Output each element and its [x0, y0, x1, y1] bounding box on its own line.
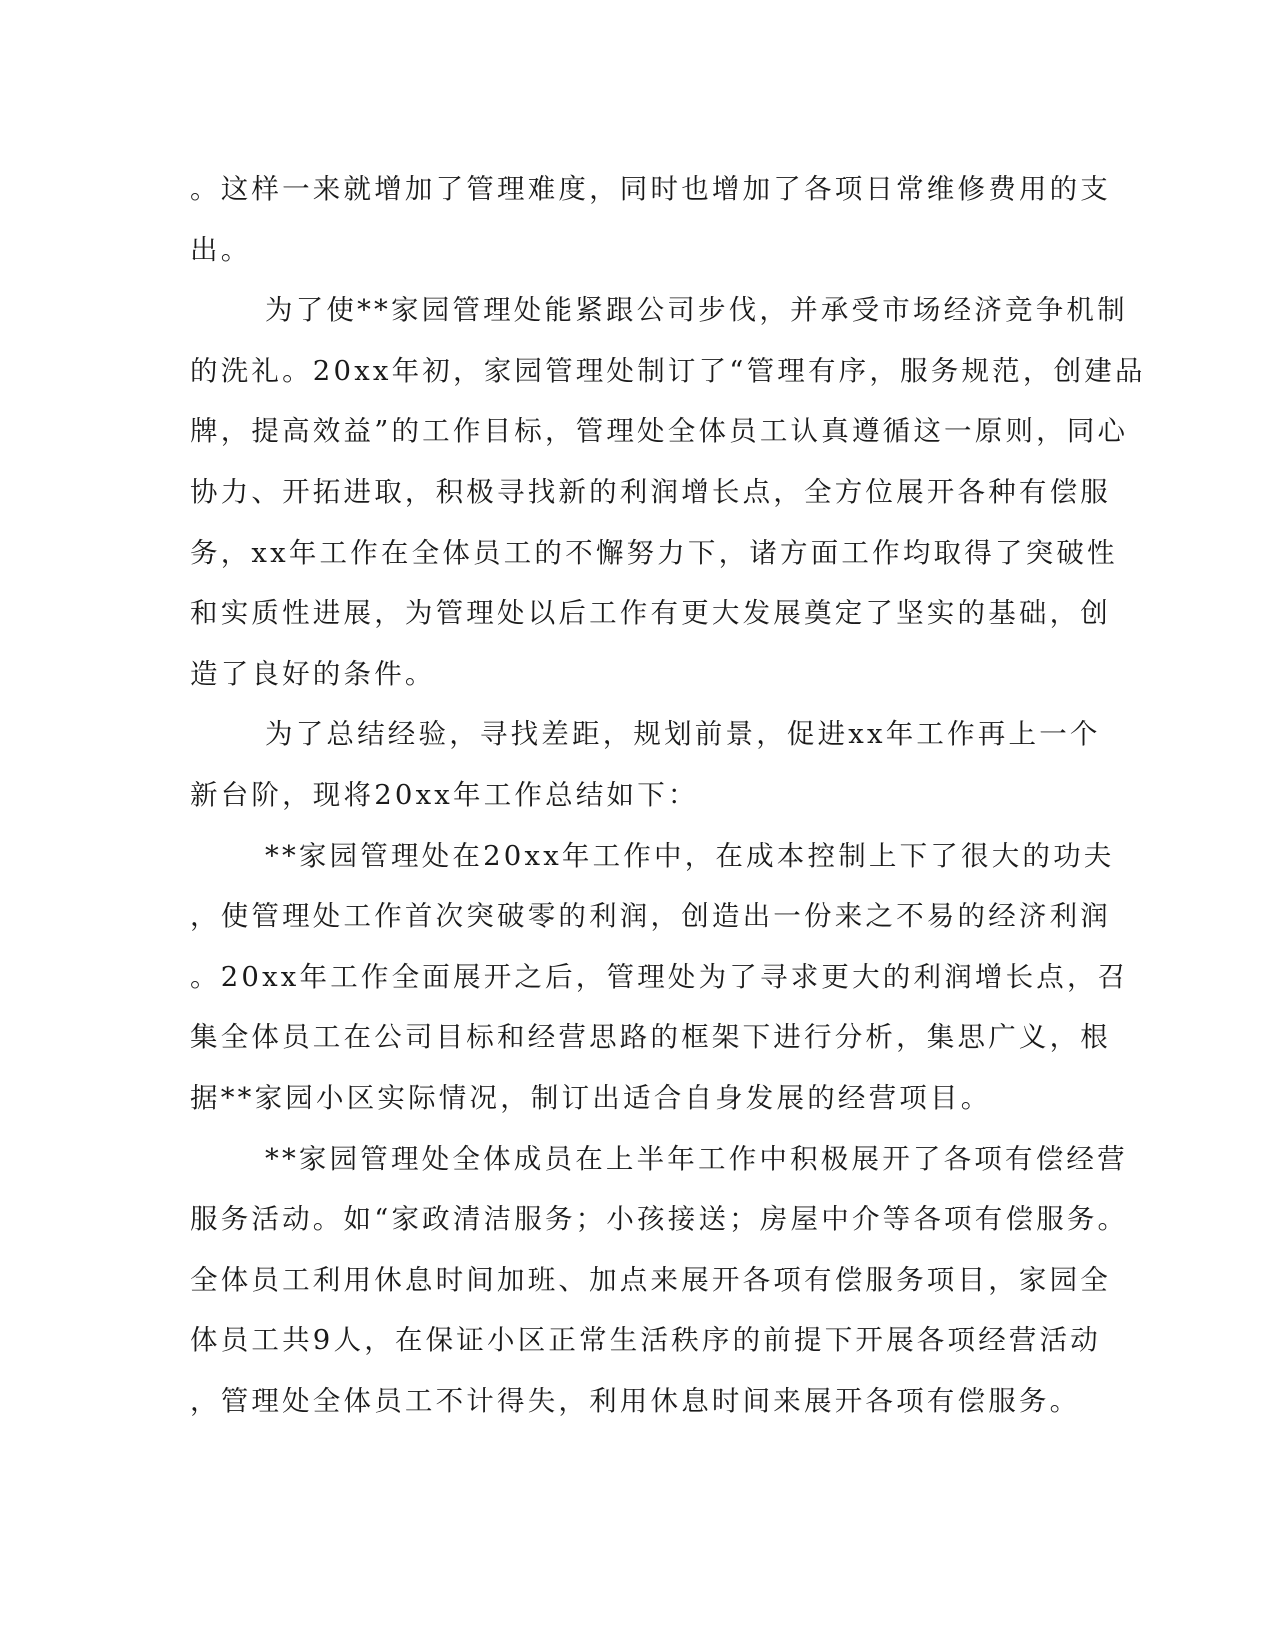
text-line: ，管理处全体员工不计得失，利用休息时间来展开各项有偿服务。 [190, 1384, 1081, 1417]
text-line: 集全体员工在公司目标和经营思路的框架下进行分析，集思广义，根 [190, 1021, 1111, 1054]
paragraph-start-line: **家园管理处全体成员在上半年工作中积极展开了各项有偿经营 [265, 1142, 1128, 1175]
paragraph-start-line: 为了使**家园管理处能紧跟公司步伐，并承受市场经济竞争机制 [265, 294, 1128, 327]
text-line: 协力、开拓进取，积极寻找新的利润增长点，全方位展开各种有偿服 [190, 475, 1111, 508]
text-line: 和实质性进展，为管理处以后工作有更大发展奠定了坚实的基础，创 [190, 597, 1111, 630]
text-line: 服务活动。如“家政清洁服务；小孩接送；房屋中介等各项有偿服务。 [190, 1203, 1129, 1236]
text-line: 牌，提高效益”的工作目标，管理处全体员工认真遵循这一原则，同心 [190, 415, 1129, 448]
text-line: 全体员工利用休息时间加班、加点来展开各项有偿服务项目，家园全 [190, 1263, 1111, 1296]
text-line: 造了良好的条件。 [190, 657, 436, 690]
paragraph-start-line: 为了总结经验，寻找差距，规划前景，促进xx年工作再上一个 [265, 718, 1101, 751]
text-line: 体员工共9人，在保证小区正常生活秩序的前提下开展各项经营活动 [190, 1324, 1101, 1357]
text-line: 。这样一来就增加了管理难度，同时也增加了各项日常维修费用的支 [190, 173, 1111, 205]
paragraph-start-line: **家园管理处在20xx年工作中，在成本控制上下了很大的功夫 [265, 839, 1115, 872]
text-line: 的洗礼。20xx年初，家园管理处制订了“管理有序，服务规范，创建品 [190, 354, 1146, 387]
body-text [190, 159, 1146, 1431]
text-line: 务，xx年工作在全体员工的不懈努力下，诸方面工作均取得了突破性 [190, 536, 1118, 569]
text-line: 据**家园小区实际情况，制订出适合自身发展的经营项目。 [190, 1081, 992, 1114]
text-line: ，使管理处工作首次突破零的利润，创造出一份来之不易的经济利润 [190, 900, 1111, 933]
text-line: 出。 [190, 233, 252, 266]
text-line: 。20xx年工作全面展开之后，管理处为了寻求更大的利润增长点，召 [190, 960, 1129, 993]
text-line: 新台阶，现将20xx年工作总结如下： [190, 778, 699, 811]
